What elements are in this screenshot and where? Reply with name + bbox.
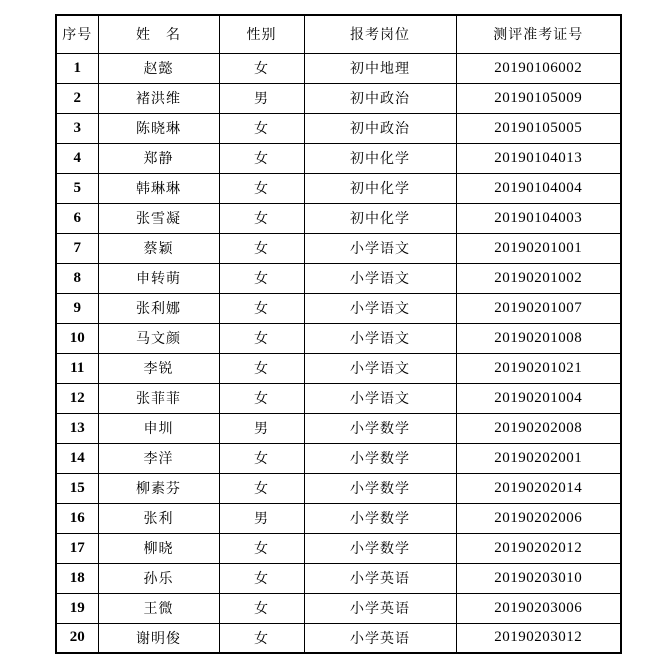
name-cell: 陈晓琳 bbox=[98, 113, 219, 143]
serial-cell: 14 bbox=[56, 443, 98, 473]
gender-cell: 男 bbox=[219, 413, 304, 443]
ticket-cell: 20190201021 bbox=[456, 353, 621, 383]
ticket-cell: 20190201002 bbox=[456, 263, 621, 293]
table-row bbox=[56, 83, 621, 113]
ticket-cell: 20190104004 bbox=[456, 173, 621, 203]
serial-cell: 6 bbox=[56, 203, 98, 233]
serial-cell: 10 bbox=[56, 323, 98, 353]
serial-cell: 20 bbox=[56, 623, 98, 653]
table-row bbox=[56, 443, 621, 473]
gender-cell: 女 bbox=[219, 143, 304, 173]
gender-cell: 女 bbox=[219, 293, 304, 323]
ticket-cell: 20190201007 bbox=[456, 293, 621, 323]
column-header-serial: 序号 bbox=[56, 15, 98, 53]
table-row bbox=[56, 563, 621, 593]
gender-cell: 女 bbox=[219, 263, 304, 293]
ticket-cell: 20190203010 bbox=[456, 563, 621, 593]
position-cell: 小学英语 bbox=[304, 593, 456, 623]
position-cell: 初中地理 bbox=[304, 53, 456, 83]
serial-cell: 15 bbox=[56, 473, 98, 503]
gender-cell: 男 bbox=[219, 83, 304, 113]
name-cell: 褚洪维 bbox=[98, 83, 219, 113]
table-row bbox=[56, 263, 621, 293]
position-cell: 小学语文 bbox=[304, 233, 456, 263]
name-cell: 李洋 bbox=[98, 443, 219, 473]
gender-cell: 女 bbox=[219, 623, 304, 653]
position-cell: 小学英语 bbox=[304, 623, 456, 653]
serial-cell: 7 bbox=[56, 233, 98, 263]
ticket-cell: 20190202012 bbox=[456, 533, 621, 563]
table-row bbox=[56, 323, 621, 353]
ticket-cell: 20190106002 bbox=[456, 53, 621, 83]
position-cell: 小学数学 bbox=[304, 413, 456, 443]
position-cell: 小学语文 bbox=[304, 323, 456, 353]
ticket-cell: 20190202001 bbox=[456, 443, 621, 473]
candidate-roster-table bbox=[55, 14, 622, 654]
gender-cell: 女 bbox=[219, 533, 304, 563]
column-header-ticket-number: 测评准考证号 bbox=[456, 15, 621, 53]
ticket-cell: 20190104013 bbox=[456, 143, 621, 173]
ticket-cell: 20190201001 bbox=[456, 233, 621, 263]
column-header-position: 报考岗位 bbox=[304, 15, 456, 53]
table-row bbox=[56, 623, 621, 653]
table-row bbox=[56, 533, 621, 563]
table-body bbox=[56, 53, 621, 653]
serial-cell: 19 bbox=[56, 593, 98, 623]
position-cell: 初中化学 bbox=[304, 203, 456, 233]
name-cell: 蔡颖 bbox=[98, 233, 219, 263]
table-row bbox=[56, 113, 621, 143]
name-cell: 谢明俊 bbox=[98, 623, 219, 653]
serial-cell: 8 bbox=[56, 263, 98, 293]
serial-cell: 17 bbox=[56, 533, 98, 563]
table-row bbox=[56, 593, 621, 623]
name-cell: 申转萌 bbox=[98, 263, 219, 293]
position-cell: 小学语文 bbox=[304, 353, 456, 383]
table-row bbox=[56, 53, 621, 83]
position-cell: 小学语文 bbox=[304, 383, 456, 413]
ticket-cell: 20190203012 bbox=[456, 623, 621, 653]
gender-cell: 女 bbox=[219, 473, 304, 503]
serial-cell: 18 bbox=[56, 563, 98, 593]
position-cell: 小学语文 bbox=[304, 293, 456, 323]
position-cell: 小学数学 bbox=[304, 533, 456, 563]
name-cell: 王微 bbox=[98, 593, 219, 623]
gender-cell: 女 bbox=[219, 593, 304, 623]
table-row bbox=[56, 233, 621, 263]
name-cell: 孙乐 bbox=[98, 563, 219, 593]
table-row bbox=[56, 293, 621, 323]
position-cell: 初中化学 bbox=[304, 143, 456, 173]
ticket-cell: 20190201008 bbox=[456, 323, 621, 353]
table-row bbox=[56, 413, 621, 443]
serial-cell: 16 bbox=[56, 503, 98, 533]
gender-cell: 女 bbox=[219, 233, 304, 263]
serial-cell: 4 bbox=[56, 143, 98, 173]
serial-cell: 2 bbox=[56, 83, 98, 113]
position-cell: 初中政治 bbox=[304, 83, 456, 113]
name-cell: 柳素芬 bbox=[98, 473, 219, 503]
name-cell: 李锐 bbox=[98, 353, 219, 383]
gender-cell: 女 bbox=[219, 563, 304, 593]
serial-cell: 9 bbox=[56, 293, 98, 323]
ticket-cell: 20190104003 bbox=[456, 203, 621, 233]
position-cell: 初中化学 bbox=[304, 173, 456, 203]
serial-cell: 13 bbox=[56, 413, 98, 443]
name-cell: 赵懿 bbox=[98, 53, 219, 83]
gender-cell: 女 bbox=[219, 203, 304, 233]
table-row bbox=[56, 503, 621, 533]
ticket-cell: 20190201004 bbox=[456, 383, 621, 413]
position-cell: 小学数学 bbox=[304, 443, 456, 473]
column-header-name: 姓 名 bbox=[98, 15, 219, 53]
table-row bbox=[56, 353, 621, 383]
name-cell: 申圳 bbox=[98, 413, 219, 443]
name-cell: 张雪凝 bbox=[98, 203, 219, 233]
table-row bbox=[56, 383, 621, 413]
position-cell: 小学英语 bbox=[304, 563, 456, 593]
table-header bbox=[56, 15, 621, 53]
ticket-cell: 20190105005 bbox=[456, 113, 621, 143]
table-row bbox=[56, 473, 621, 503]
ticket-cell: 20190203006 bbox=[456, 593, 621, 623]
gender-cell: 女 bbox=[219, 173, 304, 203]
position-cell: 初中政治 bbox=[304, 113, 456, 143]
name-cell: 柳晓 bbox=[98, 533, 219, 563]
position-cell: 小学数学 bbox=[304, 473, 456, 503]
ticket-cell: 20190202006 bbox=[456, 503, 621, 533]
serial-cell: 1 bbox=[56, 53, 98, 83]
gender-cell: 女 bbox=[219, 53, 304, 83]
gender-cell: 女 bbox=[219, 443, 304, 473]
gender-cell: 女 bbox=[219, 323, 304, 353]
serial-cell: 5 bbox=[56, 173, 98, 203]
serial-cell: 11 bbox=[56, 353, 98, 383]
position-cell: 小学数学 bbox=[304, 503, 456, 533]
name-cell: 马文颜 bbox=[98, 323, 219, 353]
table-row bbox=[56, 173, 621, 203]
position-cell: 小学语文 bbox=[304, 263, 456, 293]
ticket-cell: 20190202008 bbox=[456, 413, 621, 443]
name-cell: 张利娜 bbox=[98, 293, 219, 323]
name-cell: 韩琳琳 bbox=[98, 173, 219, 203]
serial-cell: 12 bbox=[56, 383, 98, 413]
gender-cell: 女 bbox=[219, 113, 304, 143]
name-cell: 张菲菲 bbox=[98, 383, 219, 413]
ticket-cell: 20190105009 bbox=[456, 83, 621, 113]
name-cell: 张利 bbox=[98, 503, 219, 533]
table-row bbox=[56, 143, 621, 173]
ticket-cell: 20190202014 bbox=[456, 473, 621, 503]
gender-cell: 男 bbox=[219, 503, 304, 533]
table-row bbox=[56, 203, 621, 233]
name-cell: 郑静 bbox=[98, 143, 219, 173]
header-row bbox=[56, 15, 621, 53]
serial-cell: 3 bbox=[56, 113, 98, 143]
column-header-gender: 性别 bbox=[219, 15, 304, 53]
gender-cell: 女 bbox=[219, 353, 304, 383]
gender-cell: 女 bbox=[219, 383, 304, 413]
